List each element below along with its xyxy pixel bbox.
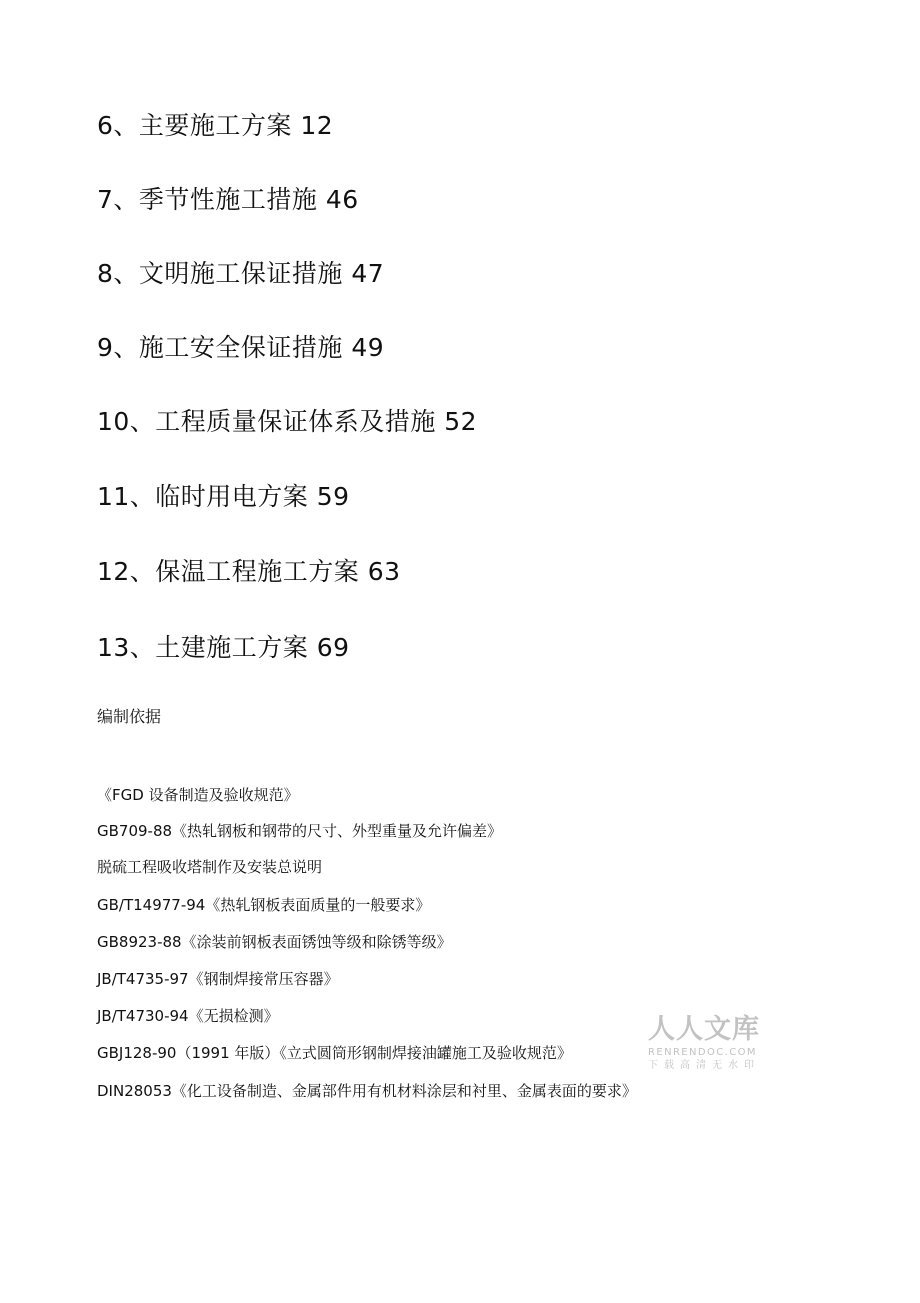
reference-item: 《FGD 设备制造及验收规范》 — [97, 786, 299, 804]
watermark-logo — [648, 1014, 778, 1072]
reference-item: GB8923-88《涂装前钢板表面锈蚀等级和除锈等级》 — [97, 933, 452, 951]
reference-item: GB/T14977-94《热轧钢板表面质量的一般要求》 — [97, 896, 431, 914]
reference-item: JB/T4730-94《无损检测》 — [97, 1007, 279, 1025]
reference-item: JB/T4735-97《钢制焊接常压容器》 — [97, 970, 339, 988]
watermark-domain: RENRENDOC.COM — [648, 1047, 757, 1058]
toc-item-9: 9、施工安全保证措施 49 — [97, 333, 385, 362]
reference-item: 脱硫工程吸收塔制作及安装总说明 — [97, 858, 323, 876]
watermark-subtitle: 下载高清无水印 — [648, 1060, 760, 1071]
toc-item-13: 13、土建施工方案 69 — [97, 633, 350, 662]
watermark-title: 人人文库 — [648, 1014, 760, 1045]
toc-item-10: 10、工程质量保证体系及措施 52 — [97, 407, 478, 436]
reference-item: GBJ128-90（1991 年版）《立式圆筒形钢制焊接油罐施工及验收规范》 — [97, 1044, 572, 1062]
toc-item-12: 12、保温工程施工方案 63 — [97, 557, 401, 586]
toc-item-7: 7、季节性施工措施 46 — [97, 185, 359, 214]
reference-item: GB709-88《热轧钢板和钢带的尺寸、外型重量及允许偏差》 — [97, 822, 503, 840]
toc-item-8: 8、文明施工保证措施 47 — [97, 259, 385, 288]
toc-item-11: 11、临时用电方案 59 — [97, 482, 350, 511]
section-heading-basis: 编制依据 — [97, 707, 162, 726]
toc-item-6: 6、主要施工方案 12 — [97, 111, 334, 140]
reference-item: DIN28053《化工设备制造、金属部件用有机材料涂层和衬里、金属表面的要求》 — [97, 1082, 637, 1100]
